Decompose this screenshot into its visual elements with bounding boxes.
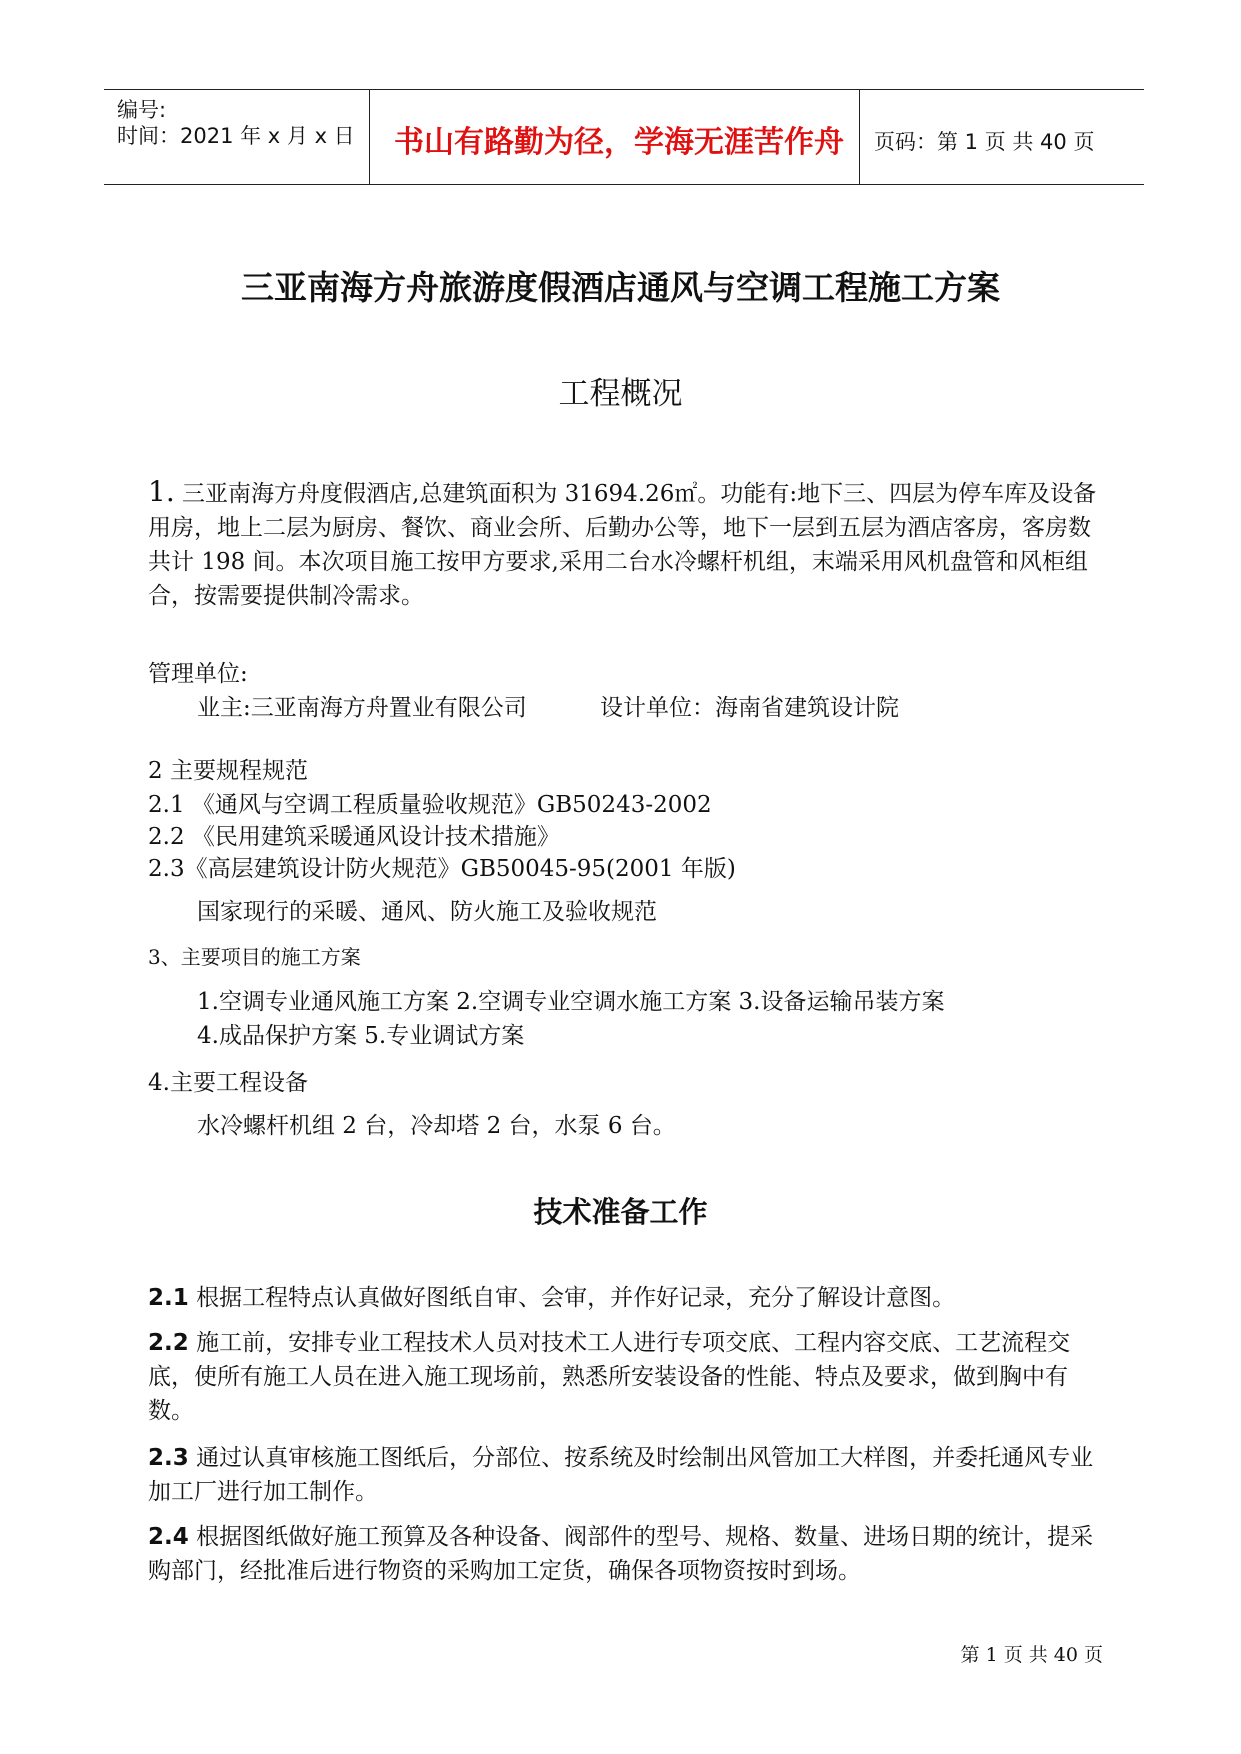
spec-item: 2.3《高层建筑设计防火规范》GB50045-95(2001 年版) xyxy=(148,856,736,882)
document-header xyxy=(104,89,1144,185)
item-number: 2.3 xyxy=(148,1445,189,1471)
tech-prep-item xyxy=(148,1520,1103,1588)
specs-note: 国家现行的采暖、通风、防火施工及验收规范 xyxy=(197,899,657,925)
spec-item: 2.2 《民用建筑采暖通风设计技术措施》 xyxy=(148,824,560,850)
overview-paragraph xyxy=(148,475,1103,613)
paragraph-number: 1. xyxy=(148,475,175,508)
spec-item: 2.1 《通风与空调工程质量验收规范》GB50243-2002 xyxy=(148,792,712,818)
owner-unit: 业主:三亚南海方舟置业有限公司 xyxy=(197,695,527,721)
plans-heading: 3、主要项目的施工方案 xyxy=(148,945,361,969)
tech-prep-item xyxy=(148,1326,1103,1428)
specs-heading: 2 主要规程规范 xyxy=(148,758,308,784)
equipment-heading: 4.主要工程设备 xyxy=(148,1070,308,1096)
item-number: 2.2 xyxy=(148,1330,189,1356)
document-time-label: 时间：2021 年 x 月 x 日 xyxy=(117,124,355,148)
header-motto: 书山有路勤为径，学海无涯苦作舟 xyxy=(394,125,844,160)
paragraph-text: 三亚南海方舟度假酒店,总建筑面积为 31694.26㎡。功能有:地下三、四层为停车库及设备用房，地上二层为厨房、餐饮、商业会所、后勤办公等，地下一层到五层为酒店客房，客房数共计 198 间。本次项目施工按甲方要求,采用二台水冷螺杆机组，末端采用风机盘管和风柜组合，按需要提供制冷需求。 xyxy=(148,481,1097,609)
document-number-label: 编号: xyxy=(117,98,167,122)
document-title: 三亚南海方舟旅游度假酒店通风与空调工程施工方案 xyxy=(241,268,1000,307)
header-divider xyxy=(369,90,370,184)
item-text: 根据工程特点认真做好图纸自审、会审，并作好记录，充分了解设计意图。 xyxy=(196,1285,956,1311)
item-text: 通过认真审核施工图纸后，分部位、按系统及时绘制出风管加工大样图，并委托通风专业加工厂进行加工制作。 xyxy=(148,1445,1094,1505)
equipment-text: 水冷螺杆机组 2 台，冷却塔 2 台，水泵 6 台。 xyxy=(197,1113,676,1139)
section-heading-tech-prep: 技术准备工作 xyxy=(533,1195,708,1229)
design-unit: 设计单位：海南省建筑设计院 xyxy=(600,695,899,721)
page-footer: 第 1 页 共 40 页 xyxy=(960,1644,1103,1666)
item-text: 根据图纸做好施工预算及各种设备、阀部件的型号、规格、数量、进场日期的统计，提采购部门，经批准后进行物资的采购加工定货，确保各项物资按时到场。 xyxy=(148,1524,1094,1584)
plans-line: 1.空调专业通风施工方案 2.空调专业空调水施工方案 3.设备运输吊装方案 xyxy=(197,989,945,1015)
management-label: 管理单位: xyxy=(148,661,248,687)
item-number: 2.4 xyxy=(148,1524,189,1550)
section-heading-overview: 工程概况 xyxy=(558,376,683,412)
tech-prep-item xyxy=(148,1281,1103,1315)
item-number: 2.1 xyxy=(148,1285,189,1311)
plans-line: 4.成品保护方案 5.专业调试方案 xyxy=(197,1023,525,1049)
tech-prep-item xyxy=(148,1441,1103,1509)
item-text: 施工前，安排专业工程技术人员对技术工人进行专项交底、工程内容交底、工艺流程交底，使所有施工人员在进入施工现场前，熟悉所安装设备的性能、特点及要求，做到胸中有数。 xyxy=(148,1330,1071,1424)
header-page-info: 页码：第 1 页 共 40 页 xyxy=(874,130,1095,154)
header-divider xyxy=(859,90,860,184)
